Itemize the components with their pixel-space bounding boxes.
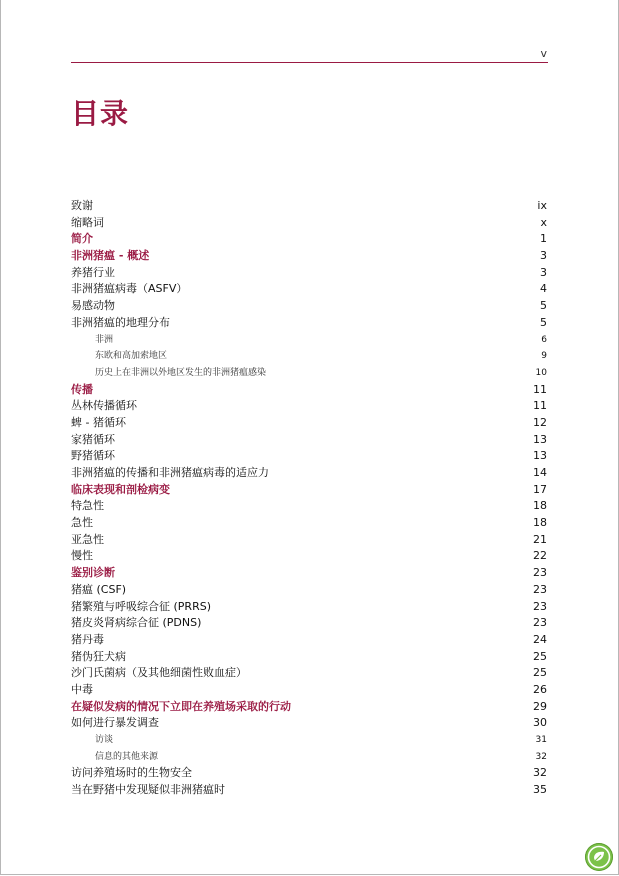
- toc-entry-page: 12: [533, 415, 547, 429]
- toc-entry-page: 1: [540, 232, 547, 246]
- toc-entry-label: 缩略词: [71, 215, 104, 229]
- toc-entry-page: 21: [533, 532, 547, 546]
- toc-entry-label: 特急性: [71, 499, 104, 513]
- leaf-logo-icon: [585, 843, 613, 871]
- toc-entry-label: 非洲猪瘟的传播和非洲猪瘟病毒的适应力: [71, 466, 269, 479]
- toc-entry-label: 沙门氏菌病（及其他细菌性败血症）: [71, 666, 247, 680]
- toc-entry-page: 14: [533, 466, 547, 479]
- toc-entry-chapter[interactable]: [71, 231, 547, 248]
- toc-entry-page: 18: [533, 516, 547, 530]
- toc-entry-section[interactable]: [71, 398, 547, 415]
- toc-entry-label: 历史上在非洲以外地区发生的非洲猪瘟感染: [95, 367, 267, 378]
- toc-entry-page: 13: [533, 432, 547, 446]
- toc-entry-section[interactable]: [71, 415, 547, 432]
- toc-entry-sub[interactable]: [71, 348, 547, 365]
- toc-entry-label: 简介: [71, 232, 93, 246]
- page-title: 目录: [71, 97, 130, 130]
- toc-entry-label: 中毒: [71, 682, 93, 696]
- toc-entry-section[interactable]: [71, 281, 547, 298]
- toc-entry-sub[interactable]: [71, 365, 547, 382]
- toc-entry-section[interactable]: [71, 515, 547, 532]
- toc-entry-page: 25: [533, 666, 547, 680]
- toc-entry-label: 非洲猪瘟 - 概述: [71, 249, 150, 263]
- toc-entry-label: 丛林传播循环: [71, 399, 137, 413]
- toc-entry-section[interactable]: [71, 315, 547, 332]
- toc-entry-page: 24: [533, 632, 547, 646]
- toc-entry-page: 13: [533, 449, 547, 463]
- toc-entry-section[interactable]: [71, 782, 547, 799]
- toc-entry-label: 家猪循环: [71, 432, 115, 446]
- toc-entry-page: 23: [533, 566, 547, 580]
- toc-entry-page: 5: [540, 299, 547, 313]
- toc-entry-page: 6: [541, 334, 547, 345]
- toc-entry-section[interactable]: [71, 548, 547, 565]
- toc-entry-label: 养猪行业: [71, 265, 115, 279]
- toc-entry-section[interactable]: [71, 599, 547, 616]
- page-number: v: [540, 47, 547, 60]
- toc-entry-section[interactable]: [71, 582, 547, 599]
- toc-entry-section[interactable]: [71, 265, 547, 282]
- toc-entry-label: 猪繁殖与呼吸综合征 (PRRS): [71, 599, 211, 613]
- toc-entry-label: 慢性: [71, 549, 93, 563]
- toc-entry-page: 5: [540, 315, 547, 329]
- toc-entry-section[interactable]: [71, 665, 547, 682]
- toc-entry-section[interactable]: [71, 465, 547, 482]
- toc-entry-label: 亚急性: [71, 532, 104, 546]
- toc-entry-label: 如何进行暴发调查: [71, 716, 159, 730]
- toc-entry-chapter[interactable]: [71, 248, 547, 265]
- toc-entry-section[interactable]: [71, 715, 547, 732]
- toc-entry-section[interactable]: [71, 215, 547, 232]
- toc-entry-sub[interactable]: [71, 749, 547, 766]
- toc-entry-section[interactable]: [71, 682, 547, 699]
- toc-entry-label: 蜱 - 猪循环: [71, 415, 126, 429]
- toc-entry-page: 26: [533, 682, 547, 696]
- toc-entry-section[interactable]: [71, 532, 547, 549]
- table-of-contents: [71, 198, 547, 799]
- toc-entry-label: 非洲猪瘟病毒（ASFV）: [71, 282, 188, 296]
- toc-entry-label: 急性: [71, 516, 93, 530]
- header-rule: [71, 62, 548, 63]
- toc-entry-label: 野猪循环: [71, 449, 115, 463]
- toc-entry-page: 23: [533, 599, 547, 613]
- toc-entry-label: 猪皮炎肾病综合征 (PDNS): [71, 616, 202, 630]
- toc-entry-label: 东欧和高加索地区: [95, 351, 168, 362]
- toc-entry-label: 非洲猪瘟的地理分布: [71, 315, 170, 329]
- toc-entry-section[interactable]: [71, 765, 547, 782]
- toc-entry-page: 35: [533, 783, 547, 797]
- toc-entry-page: 10: [535, 367, 547, 378]
- toc-entry-page: 30: [533, 716, 547, 730]
- toc-entry-label: 猪伪狂犬病: [71, 649, 126, 663]
- toc-entry-page: 32: [533, 766, 547, 780]
- toc-entry-sub[interactable]: [71, 332, 547, 349]
- toc-entry-page: 25: [533, 649, 547, 663]
- toc-entry-section[interactable]: [71, 632, 547, 649]
- toc-entry-page: 29: [533, 699, 547, 713]
- toc-entry-label: 致谢: [71, 199, 93, 212]
- toc-entry-page: 22: [533, 549, 547, 563]
- toc-entry-chapter[interactable]: [71, 382, 547, 399]
- toc-entry-page: 9: [541, 351, 547, 362]
- toc-entry-page: x: [540, 215, 547, 229]
- toc-entry-label: 信息的其他来源: [95, 751, 159, 762]
- toc-entry-page: 23: [533, 582, 547, 596]
- toc-entry-page: 32: [535, 751, 547, 762]
- toc-entry-label: 访问养殖场时的生物安全: [71, 766, 192, 780]
- toc-entry-page: 31: [535, 735, 547, 745]
- toc-entry-section[interactable]: [71, 298, 547, 315]
- toc-entry-page: 23: [533, 616, 547, 630]
- toc-entry-page: 18: [533, 499, 547, 513]
- toc-entry-section[interactable]: [71, 432, 547, 449]
- toc-entry-label: 非洲: [95, 334, 114, 345]
- toc-entry-chapter[interactable]: [71, 699, 547, 716]
- toc-entry-section[interactable]: [71, 448, 547, 465]
- toc-entry-chapter[interactable]: [71, 482, 547, 499]
- toc-entry-label: 猪丹毒: [71, 632, 104, 646]
- toc-entry-page: ix: [537, 199, 547, 212]
- toc-entry-page: 11: [533, 382, 547, 396]
- toc-entry-label: 传播: [71, 382, 93, 396]
- toc-entry-page: 3: [540, 249, 547, 263]
- toc-entry-section[interactable]: [71, 649, 547, 666]
- toc-entry-label: 鉴别诊断: [71, 566, 115, 580]
- toc-entry-label: 在疑似发病的情况下立即在养殖场采取的行动: [71, 699, 291, 713]
- toc-entry-label: 临床表现和剖检病变: [71, 482, 170, 496]
- toc-entry-section[interactable]: [71, 198, 547, 215]
- toc-entry-label: 访谈: [95, 735, 114, 745]
- toc-entry-chapter[interactable]: [71, 565, 547, 582]
- toc-entry-section[interactable]: [71, 615, 547, 632]
- toc-entry-sub[interactable]: [71, 732, 547, 749]
- toc-entry-label: 易感动物: [71, 299, 115, 313]
- toc-entry-label: 猪瘟 (CSF): [71, 582, 127, 596]
- toc-entry-page: 17: [533, 482, 547, 496]
- toc-entry-page: 3: [540, 265, 547, 279]
- toc-entry-label: 当在野猪中发现疑似非洲猪瘟时: [71, 783, 225, 797]
- toc-entry-section[interactable]: [71, 498, 547, 515]
- toc-entry-page: 11: [533, 399, 547, 413]
- toc-entry-page: 4: [540, 282, 547, 296]
